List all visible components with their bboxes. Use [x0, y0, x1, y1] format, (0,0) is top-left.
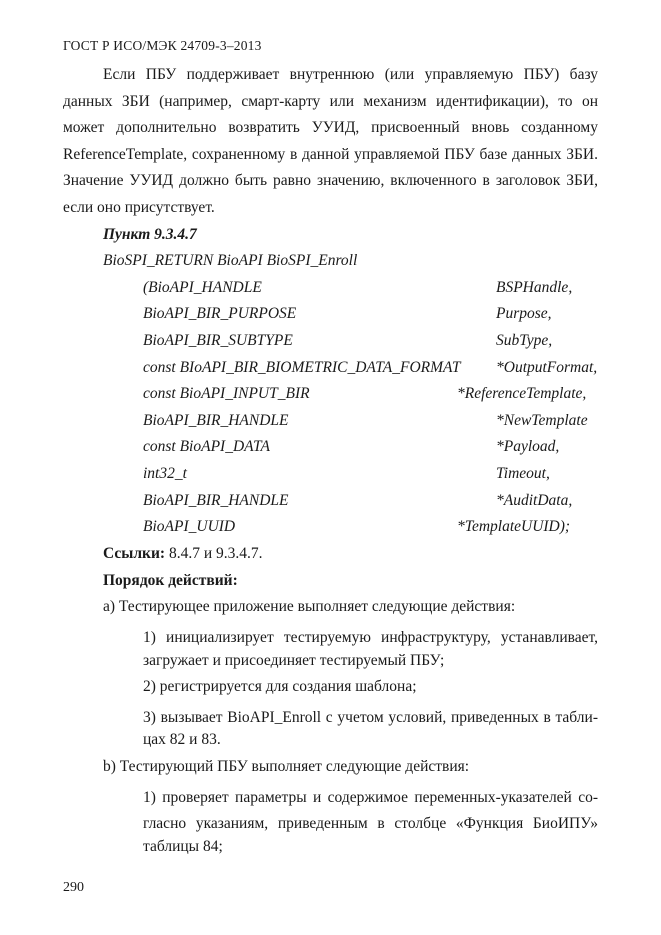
param-name: *OutputFormat, [496, 359, 598, 376]
references-line [103, 545, 263, 563]
param-name: *TemplateUUID); [457, 518, 571, 535]
param-name: *Payload, [496, 438, 560, 455]
param-name: *ReferenceTemplate, [457, 385, 587, 402]
param-type: const BIoAPI_BIR_BIOMETRIC_DATA_FORMAT [143, 359, 461, 376]
param-type: (BioAPI_HANDLE [143, 279, 262, 296]
param-name: BSPHandle, [496, 279, 573, 296]
step-a-item-1-line-2: загружает и присоединяет тестируемый ПБУ; [143, 652, 445, 669]
param-type: BioAPI_BIR_HANDLE [143, 492, 289, 509]
step-a-label: a) Тестирующее приложение выполняет следующие действия: [103, 598, 516, 615]
step-a-item-2: 2) регистрируется для создания шаблона; [143, 678, 417, 695]
param-type: BioAPI_BIR_PURPOSE [143, 305, 297, 322]
step-b-item-1-line-1: 1) проверяет параметры и содержимое переменных-указателей со- [143, 789, 598, 806]
param-name: Timeout, [496, 465, 550, 482]
references-value: 8.4.7 и 9.3.4.7. [165, 545, 263, 562]
param-name: SubType, [496, 332, 553, 349]
step-a-item-3-line-2: цах 82 и 83. [143, 731, 221, 748]
step-a-item-1-line-1: 1) инициализирует тестируемую инфраструктуру, устанавливает, [143, 629, 598, 646]
step-a-item-3-line-1: 3) вызывает BioAPI_Enroll с учетом условий, приведенных в табли- [143, 709, 598, 726]
page-number: 290 [63, 880, 84, 895]
clause-title: Пункт 9.3.4.7 [103, 226, 197, 243]
param-type: BioAPI_BIR_SUBTYPE [143, 332, 293, 349]
running-header: ГОСТ Р ИСО/МЭК 24709-3–2013 [63, 38, 262, 53]
intro-paragraph [63, 62, 598, 222]
procedure-title: Порядок действий: [103, 572, 238, 589]
function-signature: BioSPI_RETURN BioAPI BioSPI_Enroll [103, 252, 358, 269]
param-name: *AuditData, [496, 492, 573, 509]
intro-paragraph-text: Если ПБУ поддерживает внутреннюю (или управляемую ПБУ) базу данных ЗБИ (например, смарт-карту или механизм идентификации), то он может дополнительно возвратить УУИД, присвоенный вновь созданному ReferenceTemplate, сохраненному в данной управляемой ПБУ базе данных ЗБИ. Значение УУИД должно быть равно значению, включенного в заголовок ЗБИ, если оно присутствует. [63, 66, 598, 216]
param-type: BioAPI_UUID [143, 518, 236, 535]
param-type: int32_t [143, 465, 187, 482]
param-type: const BioAPI_DATA [143, 438, 270, 455]
param-name: Purpose, [496, 305, 552, 322]
param-type: BioAPI_BIR_HANDLE [143, 412, 289, 429]
step-b-label: b) Тестирующий ПБУ выполняет следующие действия: [103, 758, 470, 775]
param-name: *NewTemplate [496, 412, 588, 429]
step-b-item-1-line-2: гласно указаниям, приведенным в столбце «Функция БиоИПУ» [143, 815, 598, 832]
references-label: Ссылки: [103, 545, 166, 562]
param-type: const BioAPI_INPUT_BIR [143, 385, 310, 402]
step-b-item-1-line-3: таблицы 84; [143, 838, 223, 855]
